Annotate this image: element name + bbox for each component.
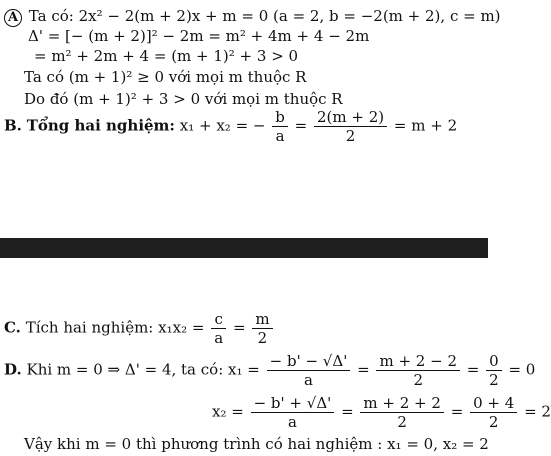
part-c-lhs: x₁x₂ = [158, 318, 205, 337]
fraction-denominator: a [214, 329, 224, 347]
part-a-equation: Ta có: 2x² − 2(m + 2)x + m = 0 (a = 2, b = −2(m + 2), c = m) [28, 7, 501, 25]
answer-a-marker: A [4, 9, 22, 27]
x1-lhs: x₁ = [228, 360, 260, 379]
fraction-numerator: m + 2 + 2 [360, 394, 444, 413]
part-b-fraction-1 [272, 108, 288, 145]
fraction-denominator: 2 [345, 127, 356, 145]
part-c-fraction-2 [252, 310, 272, 347]
equals-sign: = [232, 318, 246, 337]
x1-fraction-1 [267, 352, 351, 389]
fraction-denominator: 2 [257, 329, 268, 347]
x1-fraction-2 [376, 352, 460, 389]
fraction-numerator: 0 + 4 [470, 394, 517, 413]
x2-fraction-1 [251, 394, 335, 431]
part-d-text: Khi m = 0 ⇒ Δ' = 4, ta có: [26, 360, 224, 379]
fraction-numerator: c [211, 310, 226, 329]
fraction-numerator: m [252, 310, 272, 329]
equals-sign: = [450, 402, 464, 421]
part-d-conclusion: Vậy khi m = 0 thì phương trình có hai nghiệm : x₁ = 0, x₂ = 2 [24, 435, 489, 453]
fraction-denominator: 2 [488, 413, 499, 431]
part-a-line-5: Do đó (m + 1)² + 3 > 0 với mọi m thuộc R [24, 90, 343, 108]
fraction-denominator: a [275, 127, 285, 145]
fraction-numerator: − b' − √Δ' [267, 352, 351, 371]
solution-bottom-section [0, 290, 551, 456]
fraction-numerator: 2(m + 2) [314, 108, 387, 127]
x1-fraction-3 [486, 352, 502, 389]
part-a-line-1 [4, 6, 501, 27]
part-c-fraction-1 [211, 310, 226, 347]
solution-top-section [0, 0, 501, 148]
fraction-numerator: − b' + √Δ' [251, 394, 335, 413]
part-b-label: B. [4, 116, 22, 135]
x2-lhs: x₂ = [212, 402, 244, 421]
x2-rhs: = 2 [524, 402, 551, 421]
separator-bar [0, 238, 488, 258]
equals-sign: = [466, 360, 480, 379]
part-d-line-1 [4, 352, 535, 389]
x2-fraction-2 [360, 394, 444, 431]
part-c-line [4, 310, 275, 347]
part-b-text: Tổng hai nghiệm: [26, 116, 175, 135]
x2-fraction-3 [470, 394, 517, 431]
part-a-line-4: Ta có (m + 1)² ≥ 0 với mọi m thuộc R [24, 68, 307, 86]
part-b-lhs: x₁ + x₂ = − [179, 116, 266, 135]
part-d-line-2 [212, 394, 551, 431]
part-a-line-2: Δ' = [− (m + 2)]² − 2m = m² + 4m + 4 − 2m [28, 27, 370, 45]
part-d-label: D. [4, 360, 22, 379]
part-b-line [4, 108, 457, 145]
fraction-denominator: 2 [489, 371, 499, 389]
part-c-text: Tích hai nghiệm: [25, 318, 154, 337]
x1-rhs: = 0 [508, 360, 536, 379]
equals-sign: = [357, 360, 370, 379]
fraction-denominator: 2 [397, 413, 407, 431]
part-b-rhs: = m + 2 [393, 116, 458, 135]
equals-sign: = [294, 116, 308, 135]
equals-sign: = [341, 402, 354, 421]
part-b-fraction-2 [314, 108, 387, 145]
part-c-label: C. [4, 318, 21, 337]
fraction-denominator: a [287, 413, 297, 431]
part-a-line-3: = m² + 2m + 4 = (m + 1)² + 3 > 0 [34, 47, 299, 65]
fraction-numerator: b [272, 108, 288, 127]
fraction-denominator: a [304, 371, 313, 389]
fraction-numerator: 0 [486, 352, 502, 371]
fraction-numerator: m + 2 − 2 [376, 352, 460, 371]
fraction-denominator: 2 [413, 371, 423, 389]
